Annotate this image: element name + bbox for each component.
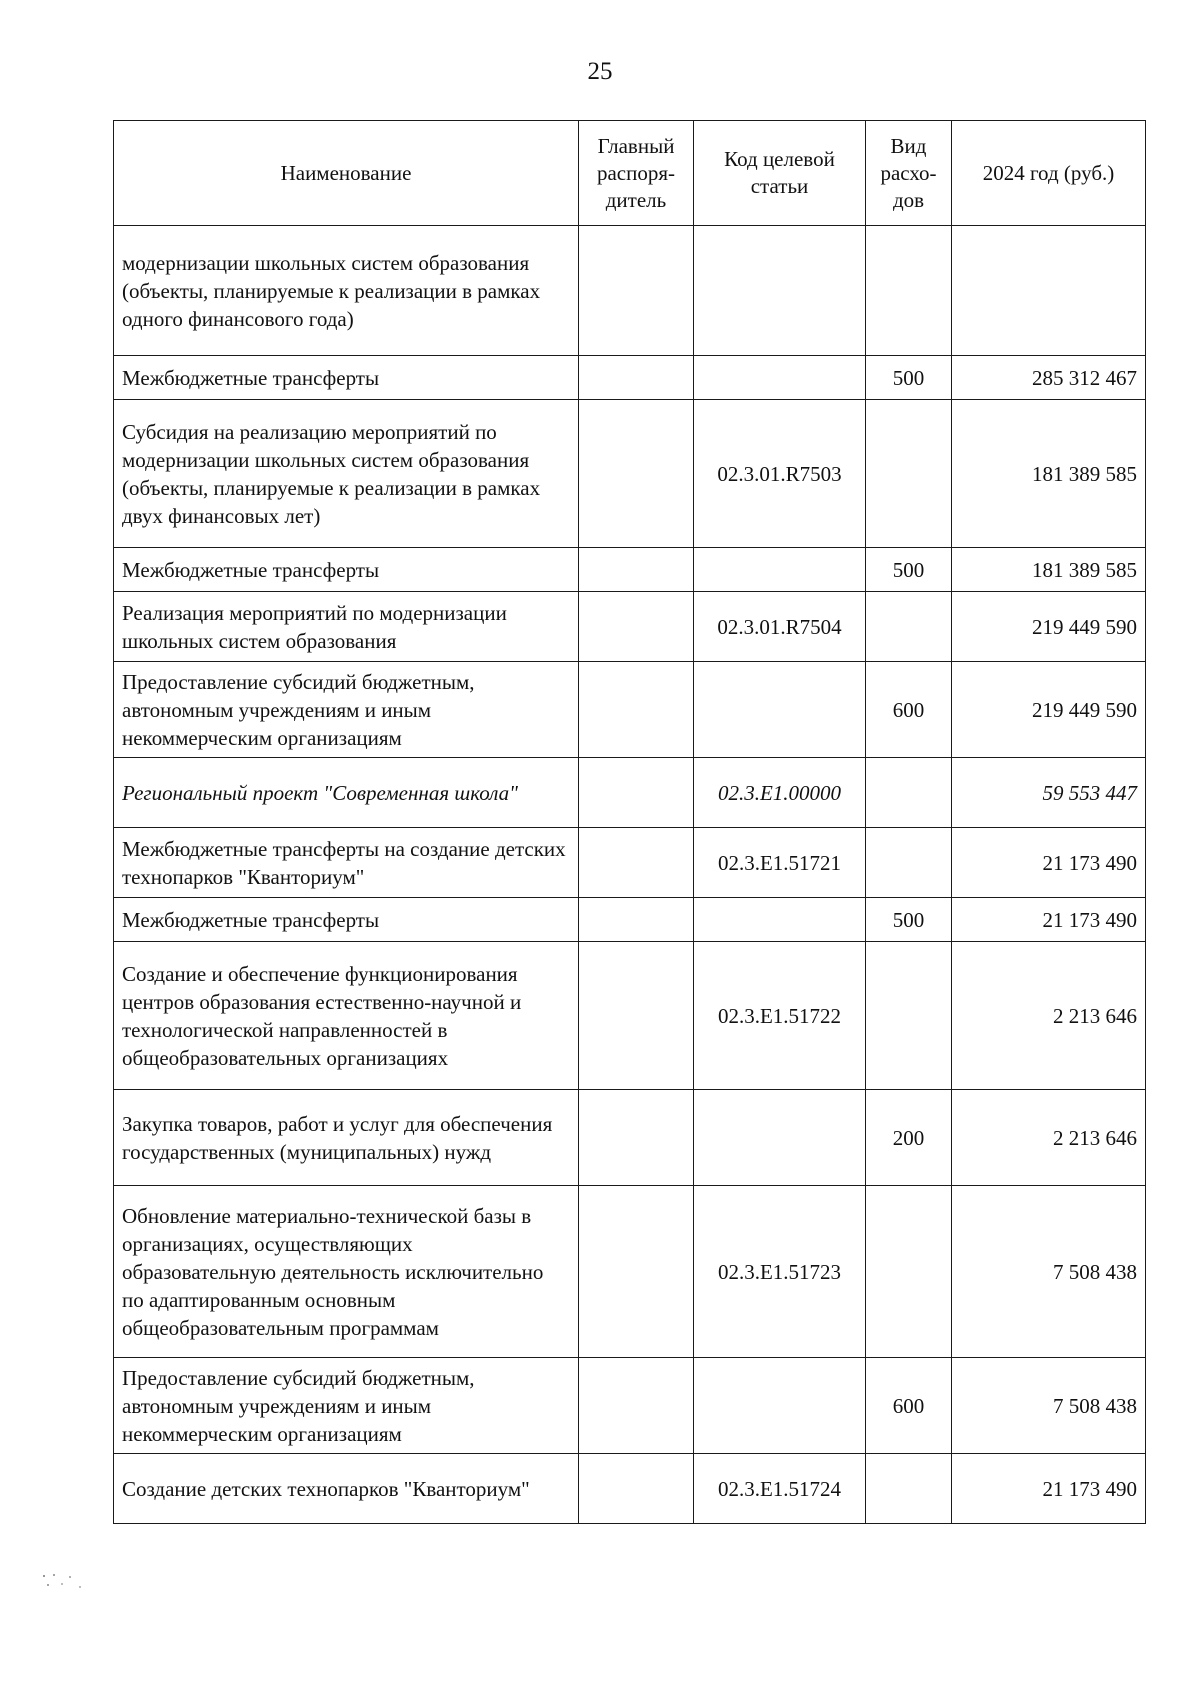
table-row (114, 226, 1146, 356)
row-kind-cell (866, 400, 952, 548)
scan-noise-marks (40, 1572, 110, 1592)
table-row (114, 662, 1146, 758)
row-name-cell: Закупка товаров, работ и услуг для обеспечения государственных (муниципальных) нужд (114, 1090, 579, 1186)
row-manager-cell (579, 592, 694, 662)
row-kind-cell: 500 (866, 548, 952, 592)
table-row (114, 400, 1146, 548)
row-kind-cell (866, 1454, 952, 1524)
row-name-cell: Обновление материально-технической базы в организациях, осуществляющих образовательную деятельность исключительно по адаптированным основным общеобразовательным программам (114, 1186, 579, 1358)
row-code-cell: 02.3.E1.51723 (694, 1186, 866, 1358)
row-manager-cell (579, 1454, 694, 1524)
row-kind-cell: 200 (866, 1090, 952, 1186)
table-row (114, 758, 1146, 828)
row-name-cell: Создание детских технопарков "Кванториум" (114, 1454, 579, 1524)
table-row (114, 942, 1146, 1090)
row-kind-cell: 500 (866, 356, 952, 400)
table-row (114, 1186, 1146, 1358)
row-kind-cell (866, 942, 952, 1090)
row-name-cell: Субсидия на реализацию мероприятий по модернизации школьных систем образования (объекты, планируемые к реализации в рамках двух финансовых лет) (114, 400, 579, 548)
table-body (114, 226, 1146, 1524)
row-kind-cell (866, 1186, 952, 1358)
row-code-cell: 02.3.E1.00000 (694, 758, 866, 828)
row-code-cell: 02.3.01.R7504 (694, 592, 866, 662)
row-name-cell: Создание и обеспечение функционирования центров образования естественно-научной и технологической направленностей в общеобразовательных организациях (114, 942, 579, 1090)
table-row (114, 1090, 1146, 1186)
row-amount-cell: 181 389 585 (952, 400, 1146, 548)
row-manager-cell (579, 226, 694, 356)
row-kind-cell (866, 226, 952, 356)
row-manager-cell (579, 548, 694, 592)
row-manager-cell (579, 758, 694, 828)
row-kind-cell (866, 758, 952, 828)
row-amount-cell: 2 213 646 (952, 1090, 1146, 1186)
row-manager-cell (579, 898, 694, 942)
row-manager-cell (579, 356, 694, 400)
table-row (114, 592, 1146, 662)
row-manager-cell (579, 662, 694, 758)
row-amount-cell: 7 508 438 (952, 1358, 1146, 1454)
row-code-cell (694, 662, 866, 758)
row-code-cell (694, 356, 866, 400)
table-row (114, 898, 1146, 942)
row-name-cell: Предоставление субсидий бюджетным, автономным учреждениям и иным некоммерческим организациям (114, 662, 579, 758)
row-amount-cell: 219 449 590 (952, 662, 1146, 758)
row-amount-cell: 21 173 490 (952, 828, 1146, 898)
row-amount-cell: 21 173 490 (952, 898, 1146, 942)
row-manager-cell (579, 1358, 694, 1454)
header-manager: Главный распоря- дитель (579, 121, 694, 226)
row-manager-cell (579, 942, 694, 1090)
row-kind-cell: 500 (866, 898, 952, 942)
row-amount-cell: 219 449 590 (952, 592, 1146, 662)
table-row (114, 356, 1146, 400)
row-amount-cell: 285 312 467 (952, 356, 1146, 400)
table-row (114, 1358, 1146, 1454)
row-manager-cell (579, 1090, 694, 1186)
budget-table (113, 120, 1146, 1524)
table-row (114, 548, 1146, 592)
row-code-cell (694, 1090, 866, 1186)
row-kind-cell (866, 828, 952, 898)
row-name-cell: Межбюджетные трансферты (114, 356, 579, 400)
page-number: 25 (587, 58, 613, 85)
row-name-cell: Межбюджетные трансферты на создание детских технопарков "Кванториум" (114, 828, 579, 898)
header-kind: Вид расхо- дов (866, 121, 952, 226)
row-name-cell: модернизации школьных систем образования (объекты, планируемые к реализации в рамках одного финансового года) (114, 226, 579, 356)
row-kind-cell: 600 (866, 1358, 952, 1454)
row-manager-cell (579, 828, 694, 898)
row-name-cell: Межбюджетные трансферты (114, 898, 579, 942)
row-amount-cell (952, 226, 1146, 356)
row-amount-cell: 59 553 447 (952, 758, 1146, 828)
row-kind-cell: 600 (866, 662, 952, 758)
row-code-cell: 02.3.E1.51722 (694, 942, 866, 1090)
row-name-cell: Региональный проект "Современная школа" (114, 758, 579, 828)
row-name-cell: Предоставление субсидий бюджетным, автономным учреждениям и иным некоммерческим организациям (114, 1358, 579, 1454)
row-code-cell (694, 898, 866, 942)
row-code-cell (694, 548, 866, 592)
row-code-cell (694, 1358, 866, 1454)
row-amount-cell: 2 213 646 (952, 942, 1146, 1090)
row-code-cell: 02.3.E1.51721 (694, 828, 866, 898)
table-header-row (114, 121, 1146, 226)
row-code-cell: 02.3.E1.51724 (694, 1454, 866, 1524)
row-name-cell: Межбюджетные трансферты (114, 548, 579, 592)
row-amount-cell: 21 173 490 (952, 1454, 1146, 1524)
table-row (114, 1454, 1146, 1524)
row-code-cell: 02.3.01.R7503 (694, 400, 866, 548)
header-name: Наименование (114, 121, 579, 226)
header-code: Код целевой статьи (694, 121, 866, 226)
row-amount-cell: 181 389 585 (952, 548, 1146, 592)
row-kind-cell (866, 592, 952, 662)
row-manager-cell (579, 400, 694, 548)
header-amount: 2024 год (руб.) (952, 121, 1146, 226)
row-name-cell: Реализация мероприятий по модернизации школьных систем образования (114, 592, 579, 662)
row-amount-cell: 7 508 438 (952, 1186, 1146, 1358)
row-code-cell (694, 226, 866, 356)
row-manager-cell (579, 1186, 694, 1358)
table-row (114, 828, 1146, 898)
